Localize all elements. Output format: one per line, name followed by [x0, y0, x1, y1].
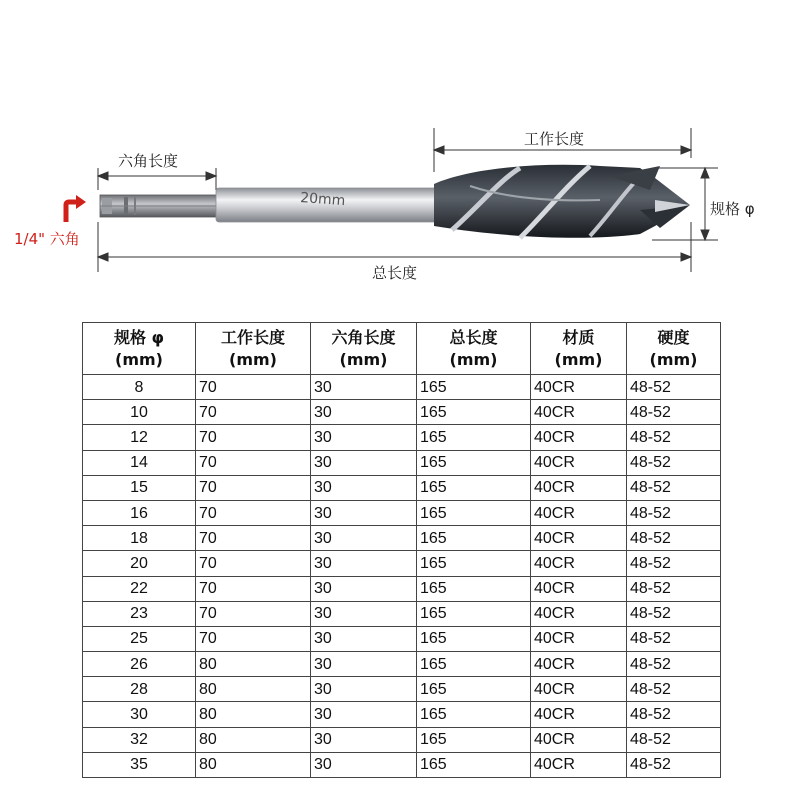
cell-work-length: 80	[196, 702, 311, 727]
drill-bit-diagram	[0, 0, 800, 300]
cell-hex-length: 30	[311, 425, 417, 450]
cell-spec: 26	[83, 652, 196, 677]
cell-material: 40CR	[531, 677, 627, 702]
cell-spec: 8	[83, 375, 196, 400]
cell-hardness: 48-52	[627, 375, 721, 400]
cell-hex-length: 30	[311, 677, 417, 702]
table-row	[83, 752, 721, 777]
cell-work-length: 70	[196, 450, 311, 475]
cell-total-length: 165	[417, 727, 531, 752]
header-hex-length: 六角长度 (mm)	[311, 323, 417, 375]
cell-hardness: 48-52	[627, 752, 721, 777]
hex-shank	[100, 195, 218, 217]
spec-table	[82, 322, 721, 778]
cell-hardness: 48-52	[627, 400, 721, 425]
cell-spec: 23	[83, 601, 196, 626]
cell-material: 40CR	[531, 475, 627, 500]
cell-hardness: 48-52	[627, 677, 721, 702]
cell-hex-length: 30	[311, 727, 417, 752]
cell-spec: 35	[83, 752, 196, 777]
cell-material: 40CR	[531, 425, 627, 450]
cell-work-length: 70	[196, 500, 311, 525]
round-shank	[216, 188, 438, 222]
cell-total-length: 165	[417, 677, 531, 702]
cell-work-length: 70	[196, 425, 311, 450]
table-row	[83, 526, 721, 551]
cell-work-length: 70	[196, 375, 311, 400]
cell-total-length: 165	[417, 526, 531, 551]
cell-hex-length: 30	[311, 375, 417, 400]
cell-hex-length: 30	[311, 450, 417, 475]
cell-hex-length: 30	[311, 576, 417, 601]
cell-spec: 10	[83, 400, 196, 425]
table-row	[83, 551, 721, 576]
table-row	[83, 601, 721, 626]
header-material: 材质 (mm)	[531, 323, 627, 375]
cell-material: 40CR	[531, 526, 627, 551]
cell-spec: 25	[83, 626, 196, 651]
table-row	[83, 500, 721, 525]
table-row	[83, 576, 721, 601]
cell-spec: 16	[83, 500, 196, 525]
cell-total-length: 165	[417, 400, 531, 425]
cell-hardness: 48-52	[627, 500, 721, 525]
cell-total-length: 165	[417, 702, 531, 727]
cell-total-length: 165	[417, 626, 531, 651]
cell-hex-length: 30	[311, 526, 417, 551]
table-row	[83, 702, 721, 727]
cell-spec: 22	[83, 576, 196, 601]
cell-spec: 32	[83, 727, 196, 752]
cell-material: 40CR	[531, 702, 627, 727]
cell-work-length: 80	[196, 677, 311, 702]
cell-hex-length: 30	[311, 601, 417, 626]
hex-shank-label: 1/4" 六角	[14, 230, 80, 248]
cell-total-length: 165	[417, 475, 531, 500]
header-hardness: 硬度 (mm)	[627, 323, 721, 375]
cell-hex-length: 30	[311, 400, 417, 425]
cell-hardness: 48-52	[627, 652, 721, 677]
cell-material: 40CR	[531, 652, 627, 677]
cell-hex-length: 30	[311, 702, 417, 727]
cell-work-length: 70	[196, 551, 311, 576]
red-arrow-icon	[66, 195, 86, 222]
cell-spec: 30	[83, 702, 196, 727]
cell-material: 40CR	[531, 400, 627, 425]
cell-hex-length: 30	[311, 475, 417, 500]
cell-hardness: 48-52	[627, 727, 721, 752]
cell-work-length: 70	[196, 526, 311, 551]
table-row	[83, 450, 721, 475]
cell-total-length: 165	[417, 601, 531, 626]
cell-material: 40CR	[531, 727, 627, 752]
cell-hex-length: 30	[311, 652, 417, 677]
cell-hardness: 48-52	[627, 551, 721, 576]
cell-material: 40CR	[531, 551, 627, 576]
cell-total-length: 165	[417, 500, 531, 525]
cell-work-length: 70	[196, 400, 311, 425]
header-work-length: 工作长度 (mm)	[196, 323, 311, 375]
table-row	[83, 475, 721, 500]
cell-hardness: 48-52	[627, 475, 721, 500]
cell-work-length: 80	[196, 727, 311, 752]
cell-work-length: 80	[196, 652, 311, 677]
table-row	[83, 727, 721, 752]
spec-diameter-label: 规格 φ	[710, 200, 755, 218]
cell-spec: 20	[83, 551, 196, 576]
cell-material: 40CR	[531, 752, 627, 777]
cell-total-length: 165	[417, 551, 531, 576]
cell-spec: 18	[83, 526, 196, 551]
table-header-row	[83, 323, 721, 375]
cell-material: 40CR	[531, 375, 627, 400]
cell-spec: 15	[83, 475, 196, 500]
cell-total-length: 165	[417, 752, 531, 777]
cell-work-length: 70	[196, 601, 311, 626]
cell-total-length: 165	[417, 425, 531, 450]
cell-material: 40CR	[531, 500, 627, 525]
cell-hex-length: 30	[311, 752, 417, 777]
cell-total-length: 165	[417, 652, 531, 677]
cell-work-length: 70	[196, 475, 311, 500]
cell-hex-length: 30	[311, 551, 417, 576]
cell-spec: 14	[83, 450, 196, 475]
work-length-label: 工作长度	[524, 130, 585, 148]
cell-hex-length: 30	[311, 626, 417, 651]
header-spec: 规格 φ (mm)	[83, 323, 196, 375]
cell-total-length: 165	[417, 576, 531, 601]
table-row	[83, 425, 721, 450]
cell-spec: 28	[83, 677, 196, 702]
table-row	[83, 400, 721, 425]
cell-total-length: 165	[417, 375, 531, 400]
table-row	[83, 677, 721, 702]
cell-hex-length: 30	[311, 500, 417, 525]
cell-work-length: 80	[196, 752, 311, 777]
table-row	[83, 652, 721, 677]
cell-hardness: 48-52	[627, 576, 721, 601]
cell-material: 40CR	[531, 450, 627, 475]
cell-spec: 12	[83, 425, 196, 450]
cell-work-length: 70	[196, 576, 311, 601]
cell-work-length: 70	[196, 626, 311, 651]
hex-length-label: 六角长度	[118, 152, 179, 170]
cell-hardness: 48-52	[627, 450, 721, 475]
cell-material: 40CR	[531, 601, 627, 626]
cell-material: 40CR	[531, 576, 627, 601]
cell-hardness: 48-52	[627, 526, 721, 551]
cell-hardness: 48-52	[627, 626, 721, 651]
table-row	[83, 375, 721, 400]
table-body	[83, 375, 721, 778]
cell-hardness: 48-52	[627, 702, 721, 727]
cell-material: 40CR	[531, 626, 627, 651]
table-row	[83, 626, 721, 651]
cell-hardness: 48-52	[627, 425, 721, 450]
total-length-label: 总长度	[372, 264, 418, 282]
cell-total-length: 165	[417, 450, 531, 475]
cell-hardness: 48-52	[627, 601, 721, 626]
header-total-length: 总长度 (mm)	[417, 323, 531, 375]
spiral-flute	[434, 165, 690, 238]
shank-marking: 20mm	[299, 190, 346, 210]
